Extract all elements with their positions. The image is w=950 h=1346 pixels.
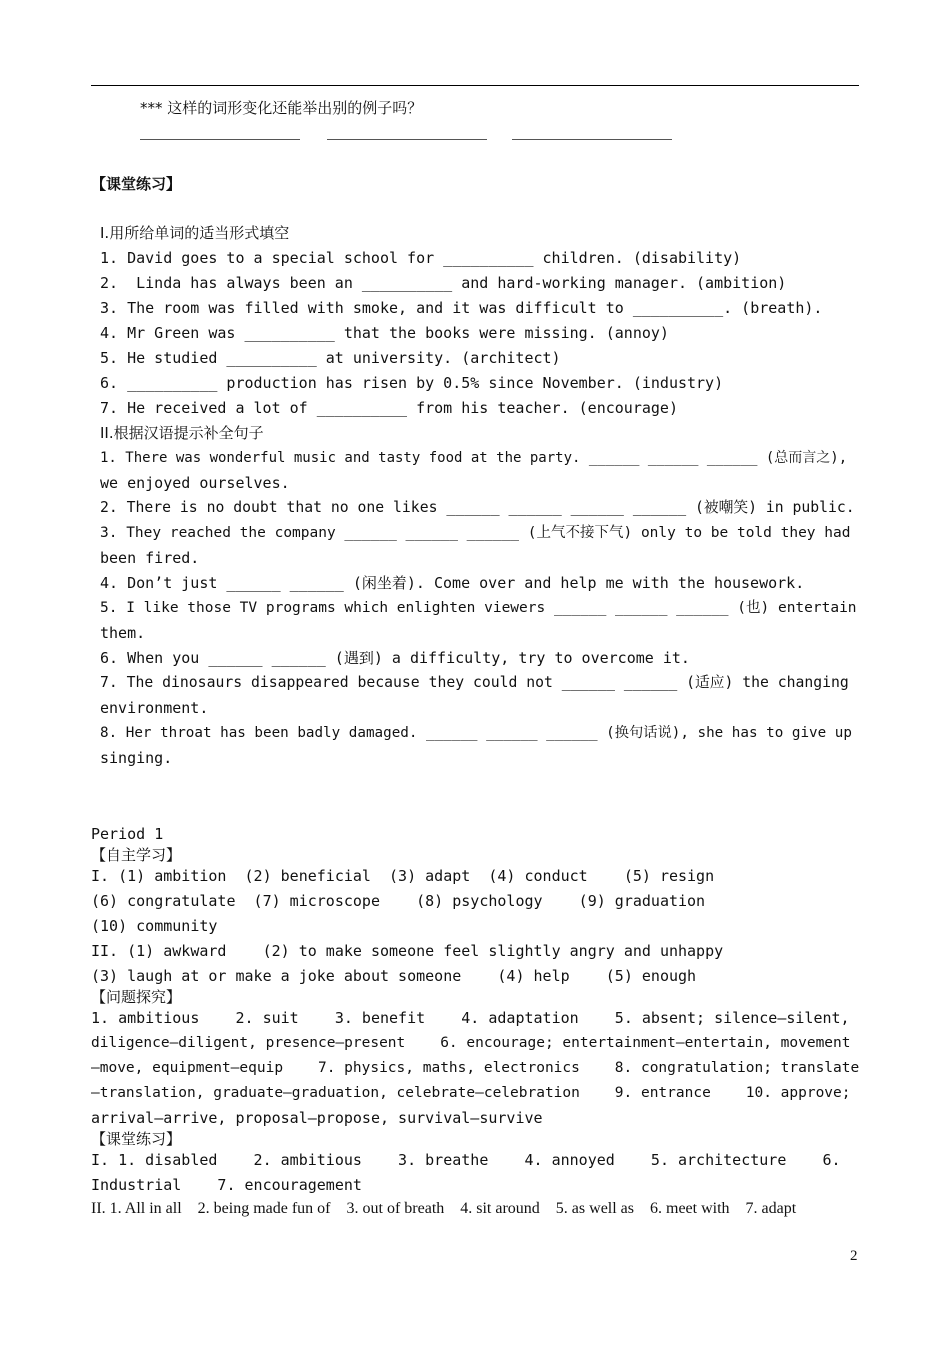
answer-line: (10) community xyxy=(91,917,218,935)
answer-line: II. (1) awkward (2) to make someone feel slightly angry and unhappy xyxy=(91,942,724,960)
answer-line: arrival—arrive, proposal—propose, survival—survive xyxy=(91,1109,543,1127)
answer-line: 1. ambitious 2. suit 3. benefit 4. adaptation 5. absent; silence—silent, xyxy=(91,1009,850,1027)
answer-line: —translation, graduate—graduation, celebrate—celebration 9. entrance 10. approve; xyxy=(91,1085,851,1101)
answer-blank[interactable] xyxy=(327,139,487,140)
exercise-item-continued: environment. xyxy=(100,699,209,717)
exercise-item-continued: singing. xyxy=(100,749,173,767)
part1-title: I.用所给单词的适当形式填空 xyxy=(100,224,290,242)
exercise-item: 7. The dinosaurs disappeared because they could not ______ ______ (适应) the changing xyxy=(100,674,849,691)
part2-title: II.根据汉语提示补全句子 xyxy=(100,424,264,442)
exercise-item: 5. I like those TV programs which enlighten viewers ______ ______ ______ (也) entertain xyxy=(100,600,857,616)
explore-heading: 【问题探究】 xyxy=(91,988,182,1006)
page-number: 2 xyxy=(850,1248,858,1264)
exercise-item: 1. David goes to a special school for __________ children. (disability) xyxy=(100,249,742,267)
exercise-item: 3. They reached the company ______ ______ ______ (上气不接下气) only to be told they had xyxy=(100,525,851,541)
practice-answers-heading: 【课堂练习】 xyxy=(91,1130,182,1148)
exercise-item-continued: been fired. xyxy=(100,549,200,567)
answer-line: —move, equipment—equip 7. physics, maths, electronics 8. congratulation; translate xyxy=(91,1060,860,1076)
exercise-item: 8. Her throat has been badly damaged. ______ ______ ______ (换句话说), she has to give up xyxy=(100,725,852,741)
answer-line: diligence—diligent, presence—present 6. encourage; entertainment—entertain, movement xyxy=(91,1035,851,1051)
practice-heading: 【课堂练习】 xyxy=(91,175,182,193)
answer-line: I. 1. disabled 2. ambitious 3. breathe 4. annoyed 5. architecture 6. xyxy=(91,1151,841,1169)
answer-blank[interactable] xyxy=(140,139,300,140)
answer-line: II. 1. All in all 2. being made fun of 3. out of breath 4. sit around 5. as well as 6. meet with 7. adapt xyxy=(91,1200,797,1217)
exercise-item: 3. The room was filled with smoke, and it was difficult to __________. (breath). xyxy=(100,299,823,317)
exercise-item-continued: them. xyxy=(100,624,146,642)
exercise-item: 5. He studied __________ at university. (architect) xyxy=(100,349,561,367)
exercise-item: 2. There is no doubt that no one likes ______ ______ ______ ______ (被嘲笑) in public. xyxy=(100,499,855,516)
answer-line: Industrial 7. encouragement xyxy=(91,1176,362,1194)
word-form-prompt: *** 这样的词形变化还能举出别的例子吗？ xyxy=(140,99,423,117)
exercise-item: 4. Don’t just ______ ______ (闲坐着). Come over and help me with the housework. xyxy=(100,574,805,592)
exercise-item: 7. He received a lot of __________ from his teacher. (encourage) xyxy=(100,399,678,417)
answer-blank[interactable] xyxy=(512,139,672,140)
exercise-item: 2. Linda has always been an __________ and hard-working manager. (ambition) xyxy=(100,274,787,292)
exercise-item-continued: we enjoyed ourselves. xyxy=(100,474,290,492)
answer-line: (3) laugh at or make a joke about someone (4) help (5) enough xyxy=(91,967,697,985)
header-rule xyxy=(91,85,859,86)
answer-line: (6) congratulate (7) microscope (8) psychology (9) graduation xyxy=(91,892,706,910)
exercise-item: 6. When you ______ ______ (遇到) a difficulty, try to overcome it. xyxy=(100,649,690,667)
self-study-heading: 【自主学习】 xyxy=(91,846,182,864)
exercise-item: 6. __________ production has risen by 0.5% since November. (industry) xyxy=(100,374,724,392)
exercise-item: 4. Mr Green was __________ that the books were missing. (annoy) xyxy=(100,324,669,342)
period-title: Period 1 xyxy=(91,825,164,843)
exercise-item: 1. There was wonderful music and tasty food at the party. ______ ______ ______ (总而言之), xyxy=(100,450,848,466)
answer-line: I. (1) ambition (2) beneficial (3) adapt (4) conduct (5) resign xyxy=(91,867,715,885)
